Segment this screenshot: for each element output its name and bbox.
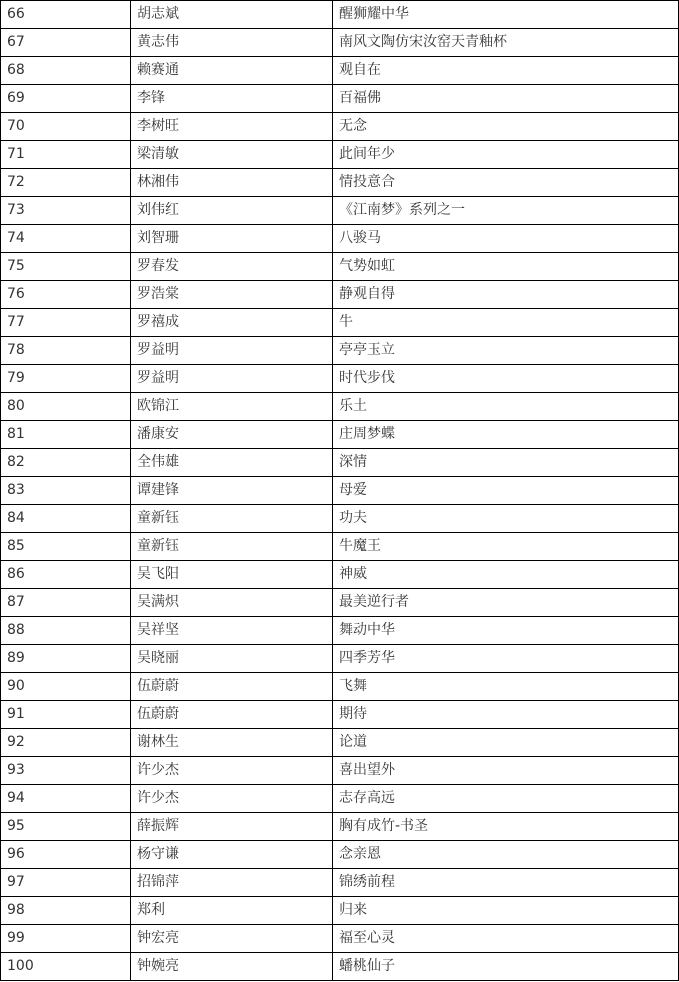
- table-row: [1, 505, 679, 533]
- author-name: 李树旺: [131, 113, 333, 141]
- work-title: 无念: [333, 113, 679, 141]
- work-title: 南风文陶仿宋汝窑天青釉杯: [333, 29, 679, 57]
- work-title: 静观自得: [333, 281, 679, 309]
- row-number: 79: [1, 365, 131, 393]
- author-name: 全伟雄: [131, 449, 333, 477]
- table-row: [1, 757, 679, 785]
- table-row: [1, 701, 679, 729]
- work-title: 深情: [333, 449, 679, 477]
- work-title: 志存高远: [333, 785, 679, 813]
- row-number: 99: [1, 925, 131, 953]
- row-number: 95: [1, 813, 131, 841]
- table-row: [1, 113, 679, 141]
- row-number: 74: [1, 225, 131, 253]
- table-row: [1, 785, 679, 813]
- table-row: [1, 225, 679, 253]
- author-name: 杨守谦: [131, 841, 333, 869]
- table-row: [1, 477, 679, 505]
- work-title: 功夫: [333, 505, 679, 533]
- author-name: 吴晓丽: [131, 645, 333, 673]
- row-number: 84: [1, 505, 131, 533]
- row-number: 93: [1, 757, 131, 785]
- work-title: 锦绣前程: [333, 869, 679, 897]
- row-number: 71: [1, 141, 131, 169]
- row-number: 70: [1, 113, 131, 141]
- work-title: 此间年少: [333, 141, 679, 169]
- author-name: 吴满炽: [131, 589, 333, 617]
- author-name: 赖赛通: [131, 57, 333, 85]
- author-name: 许少杰: [131, 785, 333, 813]
- author-name: 吴祥坚: [131, 617, 333, 645]
- work-title: 时代步伐: [333, 365, 679, 393]
- table-row: [1, 169, 679, 197]
- row-number: 80: [1, 393, 131, 421]
- author-name: 欧锦江: [131, 393, 333, 421]
- row-number: 97: [1, 869, 131, 897]
- author-name: 郑利: [131, 897, 333, 925]
- row-number: 87: [1, 589, 131, 617]
- row-number: 67: [1, 29, 131, 57]
- table-row: [1, 561, 679, 589]
- author-name: 伍蔚蔚: [131, 701, 333, 729]
- work-title: 观自在: [333, 57, 679, 85]
- author-name: 钟婉亮: [131, 953, 333, 981]
- row-number: 85: [1, 533, 131, 561]
- author-name: 梁清敏: [131, 141, 333, 169]
- table-row: [1, 337, 679, 365]
- work-title: 最美逆行者: [333, 589, 679, 617]
- table-row: [1, 141, 679, 169]
- author-name: 罗益明: [131, 365, 333, 393]
- author-name: 胡志斌: [131, 1, 333, 29]
- author-name: 李锋: [131, 85, 333, 113]
- work-title: 气势如虹: [333, 253, 679, 281]
- work-title: 庄周梦蝶: [333, 421, 679, 449]
- author-name: 刘伟红: [131, 197, 333, 225]
- table-row: [1, 729, 679, 757]
- author-name: 童新钰: [131, 533, 333, 561]
- table-row: [1, 645, 679, 673]
- table-row: [1, 617, 679, 645]
- work-title: 亭亭玉立: [333, 337, 679, 365]
- row-number: 68: [1, 57, 131, 85]
- author-name: 许少杰: [131, 757, 333, 785]
- table-row: [1, 365, 679, 393]
- row-number: 91: [1, 701, 131, 729]
- author-name: 伍蔚蔚: [131, 673, 333, 701]
- row-number: 78: [1, 337, 131, 365]
- work-title: 归来: [333, 897, 679, 925]
- row-number: 75: [1, 253, 131, 281]
- work-title: 福至心灵: [333, 925, 679, 953]
- table-row: [1, 533, 679, 561]
- row-number: 77: [1, 309, 131, 337]
- author-name: 招锦萍: [131, 869, 333, 897]
- work-title: 念亲恩: [333, 841, 679, 869]
- work-title: 胸有成竹-书圣: [333, 813, 679, 841]
- table-row: [1, 1, 679, 29]
- table-row: [1, 869, 679, 897]
- work-title: 喜出望外: [333, 757, 679, 785]
- author-name: 薛振辉: [131, 813, 333, 841]
- row-number: 76: [1, 281, 131, 309]
- row-number: 72: [1, 169, 131, 197]
- author-name: 吴飞阳: [131, 561, 333, 589]
- work-title: 四季芳华: [333, 645, 679, 673]
- table-row: [1, 57, 679, 85]
- table-row: [1, 925, 679, 953]
- author-name: 林湘伟: [131, 169, 333, 197]
- table-row: [1, 421, 679, 449]
- row-number: 100: [1, 953, 131, 981]
- author-name: 谢林生: [131, 729, 333, 757]
- table-row: [1, 197, 679, 225]
- author-name: 潘康安: [131, 421, 333, 449]
- work-title: 牛魔王: [333, 533, 679, 561]
- row-number: 92: [1, 729, 131, 757]
- author-name: 罗益明: [131, 337, 333, 365]
- table-body: [1, 1, 679, 981]
- author-name: 钟宏亮: [131, 925, 333, 953]
- row-number: 90: [1, 673, 131, 701]
- table-row: [1, 29, 679, 57]
- table-row: [1, 281, 679, 309]
- table-row: [1, 589, 679, 617]
- work-title: 乐土: [333, 393, 679, 421]
- work-title: 牛: [333, 309, 679, 337]
- row-number: 83: [1, 477, 131, 505]
- work-title: 八骏马: [333, 225, 679, 253]
- author-name: 罗浩棠: [131, 281, 333, 309]
- work-title: 母爱: [333, 477, 679, 505]
- table-row: [1, 393, 679, 421]
- row-number: 86: [1, 561, 131, 589]
- row-number: 88: [1, 617, 131, 645]
- row-number: 73: [1, 197, 131, 225]
- work-title: 蟠桃仙子: [333, 953, 679, 981]
- table-row: [1, 85, 679, 113]
- work-title: 百福佛: [333, 85, 679, 113]
- table-row: [1, 309, 679, 337]
- row-number: 96: [1, 841, 131, 869]
- row-number: 69: [1, 85, 131, 113]
- work-title: 舞动中华: [333, 617, 679, 645]
- work-title: 情投意合: [333, 169, 679, 197]
- row-number: 81: [1, 421, 131, 449]
- table-row: [1, 813, 679, 841]
- table-row: [1, 253, 679, 281]
- row-number: 66: [1, 1, 131, 29]
- work-title: 神威: [333, 561, 679, 589]
- work-title: 《江南梦》系列之一: [333, 197, 679, 225]
- work-title: 论道: [333, 729, 679, 757]
- author-name: 罗春发: [131, 253, 333, 281]
- row-number: 94: [1, 785, 131, 813]
- table-row: [1, 449, 679, 477]
- author-name: 谭建锋: [131, 477, 333, 505]
- table-row: [1, 673, 679, 701]
- table-row: [1, 953, 679, 981]
- table-row: [1, 897, 679, 925]
- row-number: 89: [1, 645, 131, 673]
- row-number: 98: [1, 897, 131, 925]
- table-row: [1, 841, 679, 869]
- row-number: 82: [1, 449, 131, 477]
- work-title: 飞舞: [333, 673, 679, 701]
- author-name: 童新钰: [131, 505, 333, 533]
- author-name: 罗禧成: [131, 309, 333, 337]
- work-title: 期待: [333, 701, 679, 729]
- author-name: 黄志伟: [131, 29, 333, 57]
- author-name: 刘智珊: [131, 225, 333, 253]
- work-title: 醒狮耀中华: [333, 1, 679, 29]
